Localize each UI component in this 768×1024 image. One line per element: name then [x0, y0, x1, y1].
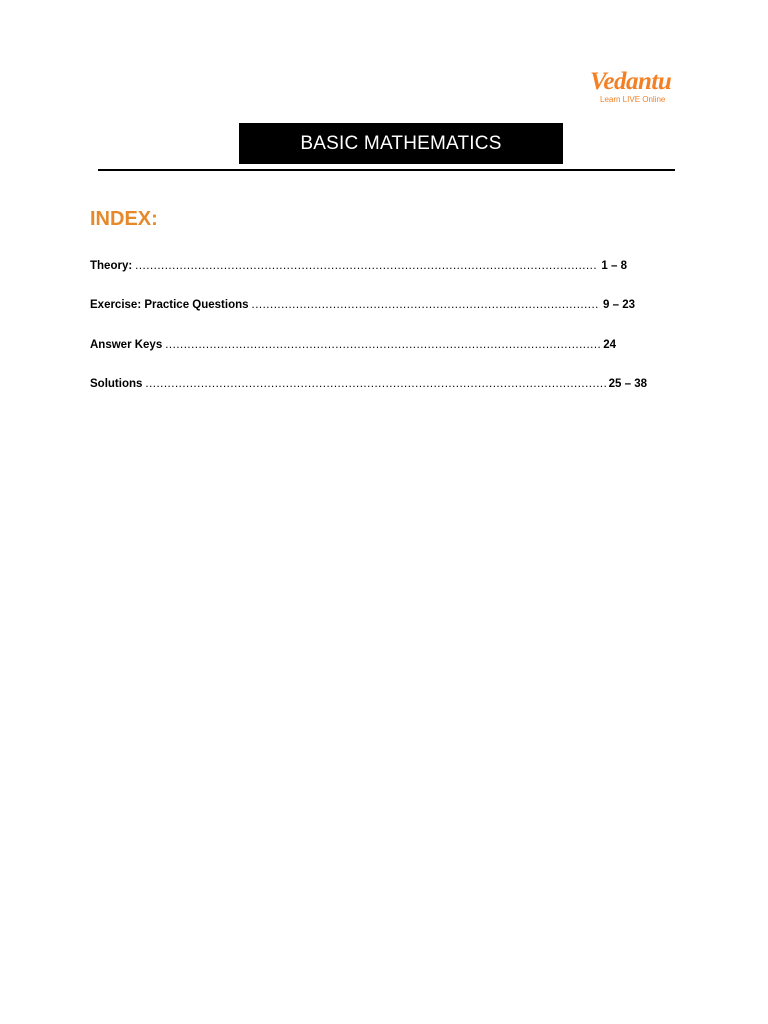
toc-row-theory[interactable] [90, 258, 627, 274]
logo-wordmark: Vedantu [590, 68, 672, 95]
toc-dot-leader [252, 297, 600, 313]
toc-label: Answer Keys [90, 339, 163, 351]
toc-pages: 1 – 8 [601, 260, 627, 272]
logo-tagline: Learn LIVE Online [600, 95, 666, 104]
toc-label: Solutions [90, 378, 143, 390]
title-divider [98, 169, 675, 171]
vedantu-logo [590, 68, 674, 108]
document-title-banner [239, 123, 563, 164]
toc-label: Exercise: Practice Questions [90, 299, 249, 311]
toc-pages: 9 – 23 [603, 299, 635, 311]
index-heading: INDEX: [90, 208, 158, 230]
toc-label: Theory: [90, 260, 133, 272]
toc-dot-leader [145, 376, 605, 392]
toc-row-exercise[interactable] [90, 297, 635, 313]
toc-dot-leader [135, 258, 598, 274]
toc-pages: 25 – 38 [608, 378, 647, 390]
toc-pages: 24 [603, 339, 616, 351]
toc-dot-leader [165, 337, 600, 353]
document-title: BASIC MATHEMATICS [300, 132, 502, 154]
toc-row-answer-keys[interactable] [90, 337, 616, 353]
toc-row-solutions[interactable] [90, 376, 647, 392]
